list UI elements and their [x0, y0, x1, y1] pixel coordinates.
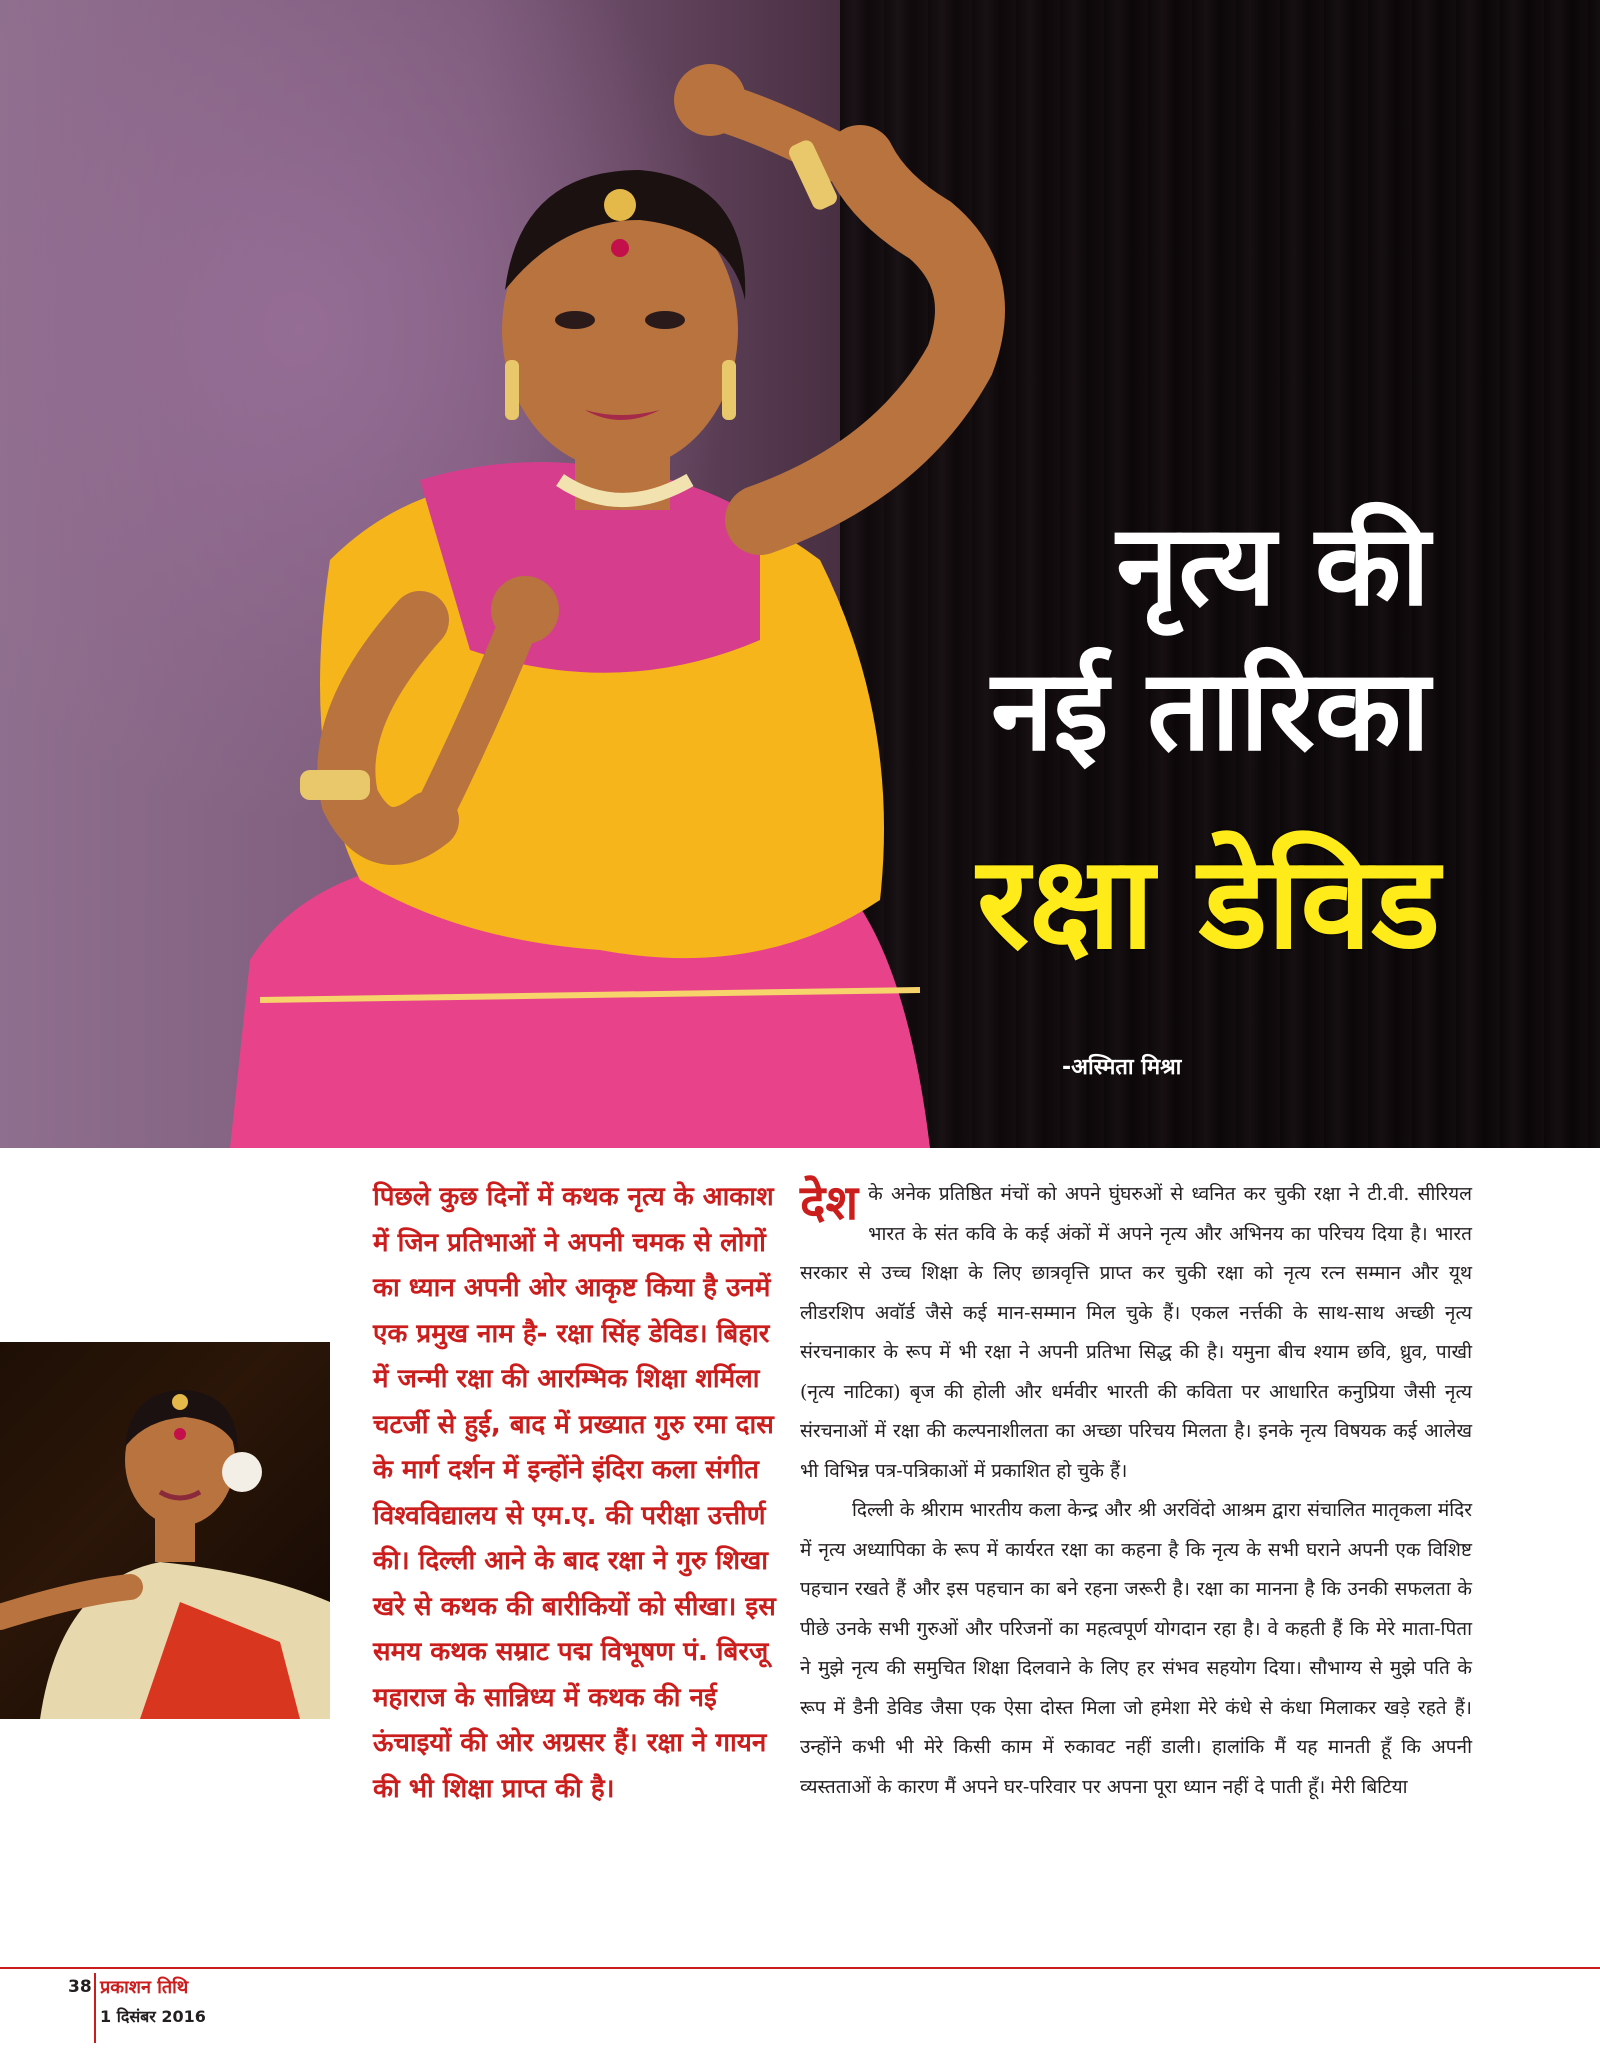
headline-line-1: नृत्य की [1116, 501, 1430, 631]
headline-line-2: नई तारिका [991, 646, 1430, 776]
headline-name: रक्षा डेविड [976, 829, 1440, 978]
publication-name: प्रकाशन तिथि [100, 1977, 189, 1998]
body-paragraph-1 [800, 1175, 1472, 1491]
footer-divider [94, 1973, 96, 2043]
body-paragraph-2: दिल्ली के श्रीराम भारतीय कला केन्द्र और श्री अरविंदो आश्रम द्वारा संचालित मातृकला मंदिर में नृत्य अध्यापिका के रूप में कार्यरत रक्षा का कहना है कि नृत्य के सभी घराने अपनी एक विशिष्ट पहचान रखते हैं और इस पहचान का बने रहना जरूरी है। रक्षा का मानना है कि उनकी सफलता के पीछे उनके सभी गुरुओं और परिजनों का महत्वपूर्ण योगदान रहा है। वे कहती हैं कि मेरे माता-पिता ने मुझे नृत्य की समुचित शिक्षा दिलवाने के लिए हर संभव सहयोग दिया। सौभाग्य से मुझे पति के रूप में डैनी डेविड जैसा एक ऐसा दोस्त मिला जो हमेशा मेरे कंधे से कंधा मिलाकर खड़े रहते हैं। उन्होंने कभी भी मेरे किसी काम में रुकावट नहीं डाली। हालांकि मैं यह मानती हूँ कि अपनी व्यस्तताओं के कारण मैं अपने घर-परिवार पर अपना पूरा ध्यान नहीं दे पाती हूँ। मेरी बिटिया [800, 1499, 1472, 1798]
byline: -अस्मिता मिश्रा [1062, 1055, 1182, 1080]
inset-dancer-illustration [0, 1342, 330, 1719]
inset-photo [0, 1342, 330, 1719]
publication-date: 1 दिसंबर 2016 [100, 2007, 206, 2026]
dropcap: देश [800, 1175, 859, 1231]
footer-rule [0, 1967, 1600, 1969]
body-paragraph-1-text: के अनेक प्रतिष्ठित मंचों को अपने घुंघरुओं से ध्वनित कर चुकी रक्षा ने टी.वी. सीरियल भारत के संत कवि के कई अंकों में अपने नृत्य और अभिनय का परिचय दिया है। भारत सरकार से उच्च शिक्षा के लिए छात्रवृत्ति प्राप्त कर चुकी रक्षा को नृत्य रत्न सम्मान और यूथ लीडरशिप अवॉर्ड जैसे कई मान-सम्मान मिल चुके हैं। एकल नर्त्तकी के साथ-साथ अच्छी नृत्य संरचनाकार के रूप में भी रक्षा ने अपनी प्रतिभा सिद्ध की है। यमुना बीच श्याम छवि, ध्रुव, पाखी (नृत्य नाटिका) बृज की होली और धर्मवीर भारती की कविता पर आधारित कनुप्रिया जैसी नृत्य संरचनाओं में रक्षा की कल्पनाशीलता का अच्छा परिचय मिलता है। इनके नृत्य विषयक कई आलेख भी विभिन्न पत्र-पत्रिकाओं में प्रकाशित हो चुके हैं। [800, 1183, 1472, 1482]
intro-text: पिछले कुछ दिनों में कथक नृत्य के आकाश में जिन प्रतिभाओं ने अपनी चमक से लोगों का ध्यान अपनी ओर आकृष्ट किया है उनमें एक प्रमुख नाम है- रक्षा सिंह डेविड। बिहार में जन्मी रक्षा की आरम्भिक शिक्षा शर्मिला चटर्जी से हुई, बाद में प्रख्यात गुरु रमा दास के मार्ग दर्शन में इन्होंने इंदिरा कला संगीत विश्वविद्यालय से एम.ए. की परीक्षा उत्तीर्ण की। दिल्ली आने के बाद रक्षा ने गुरु शिखा खरे से कथक की बारीकियों को सीखा। इस समय कथक सम्राट पद्म विभूषण पं. बिरजू महाराज के सान्निध्य में कथक की नई ऊंचाइयों की ओर अग्रसर हैं। रक्षा ने गायन की भी शिक्षा प्राप्त की है। [373, 1182, 776, 1804]
article-body [800, 1175, 1472, 1807]
page-number: 38 [68, 1977, 92, 1997]
